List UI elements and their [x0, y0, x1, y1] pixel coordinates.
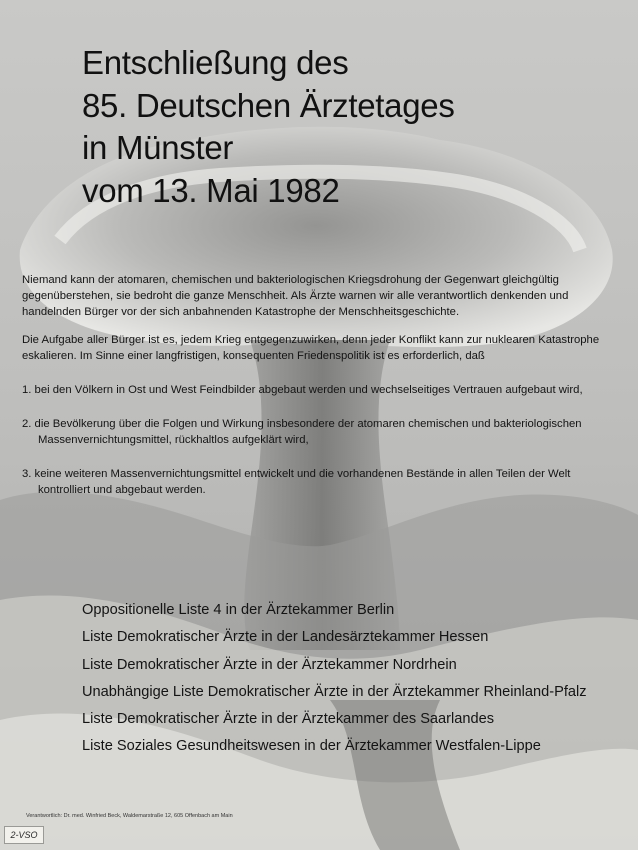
organization-item: Liste Demokratischer Ärzte in der Ärztekammer Nordrhein [82, 656, 457, 673]
organization-item: Liste Demokratischer Ärzte in der Landesärztekammer Hessen [82, 629, 489, 646]
organization-list [82, 597, 622, 761]
organization-item: Liste Soziales Gesundheitswesen in der Ärztekammer Westfalen-Lippe [82, 738, 541, 755]
title-line: in Münster [82, 129, 234, 166]
task-paragraph: Die Aufgabe aller Bürger ist es, jedem Krieg entgegenzuwirken, denn jeder Konflikt kann zur nuklearen Katastrophe eskalieren. Im Sinne einer langfristigen, konsequenten Friedenspolitik ist es erforderlich, daß [22, 334, 600, 362]
title-line: Entschließung des [82, 44, 349, 81]
demand-item: 3. keine weiteren Massenvernichtungsmittel entwickelt und die vorhandenen Bestände in allen Teilen der Welt kontrolliert und abgebaut werden. [22, 468, 571, 496]
intro-paragraph: Niemand kann der atomaren, chemischen und bakteriologischen Kriegsdrohung der Gegenwart gleichgültig gegenüberstehen, sie bedroht die ganze Menschheit. Als Ärzte warnen wir alle verantwortlich denkenden und handelnden Bürger vor der sich anbahnenden Katastrophe der Menschheitsgeschichte. [22, 274, 569, 318]
resolution-text [22, 272, 622, 516]
organization-item: Liste Demokratischer Ärzte in der Ärztekammer des Saarlandes [82, 711, 495, 728]
resolution-title [82, 42, 582, 212]
organization-item: Unabhängige Liste Demokratischer Ärzte in der Ärztekammer Rheinland-Pfalz [82, 683, 587, 700]
organization-item: Oppositionelle Liste 4 in der Ärztekammer Berlin [82, 602, 395, 618]
demand-item: 1. bei den Völkern in Ost und West Feindbilder abgebaut werden und wechselseitiges Vertrauen aufgebaut wird, [22, 384, 583, 396]
title-line: vom 13. Mai 1982 [82, 171, 340, 209]
archive-stamp: 2-VSO [4, 826, 44, 844]
title-line: 85. Deutschen Ärztetages [82, 86, 455, 124]
imprint-line: Verantwortlich: Dr. med. Winfried Beck, Waldemarstraße 12, 605 Offenbach am Main [26, 813, 233, 819]
demand-item: 2. die Bevölkerung über die Folgen und Wirkung insbesondere der atomaren chemischen und bakteriologischen Massenvernichtungsmittel, rückhaltlos aufgeklärt wird, [22, 418, 582, 446]
